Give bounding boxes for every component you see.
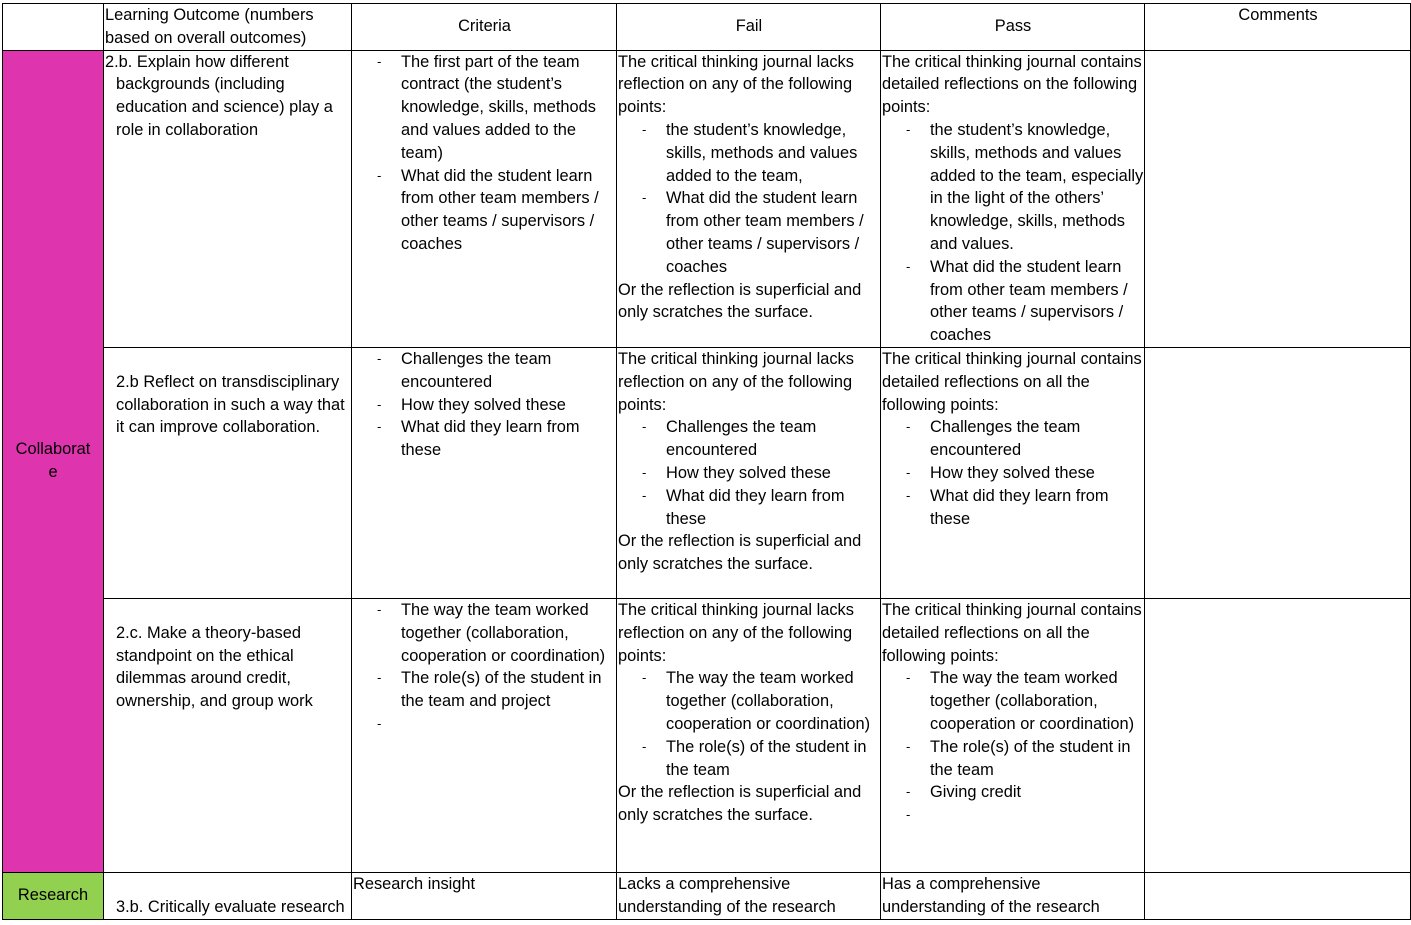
list-item: - The role(s) of the student in the team <box>882 736 1144 782</box>
learning-outcome-text: 2.c. Make a theory-based standpoint on the ethical dilemmas around credit, ownership, and group work <box>116 623 313 711</box>
list-item: - the student’s knowledge, skills, methods and values added to the team, especially in the light of the others’ knowledge, skills, methods and values. <box>882 119 1144 256</box>
fail-cell <box>617 347 881 598</box>
fail-intro: The critical thinking journal lacks reflection on any of the following points: <box>618 600 854 665</box>
list-item: - What did they learn from these <box>882 485 1144 531</box>
pass-list <box>882 416 1144 530</box>
table-row <box>3 872 1411 919</box>
criteria-cell <box>352 50 617 347</box>
table-row <box>3 50 1411 347</box>
list-item: - The way the team worked together (collaboration, cooperation or coordination) <box>353 599 616 667</box>
category-label: Collaborate <box>15 440 91 482</box>
fail-cell <box>617 598 881 872</box>
table-row <box>3 347 1411 598</box>
fail-list <box>618 667 880 781</box>
header-learning-outcome: Learning Outcome (numbers based on overall outcomes) <box>104 4 352 51</box>
pass-intro: The critical thinking journal contains detailed reflections on all the following points: <box>882 600 1142 665</box>
list-item: - Challenges the team encountered <box>618 416 880 462</box>
fail-outro: Or the reflection is superficial and only scratches the surface. <box>618 532 862 574</box>
criteria-list <box>353 348 616 462</box>
fail-cell: Lacks a comprehensive understanding of the research <box>617 872 881 919</box>
fail-cell <box>617 50 881 347</box>
list-item: - The role(s) of the student in the team and project <box>353 667 616 713</box>
list-item: - What did the student learn from other team members / other teams / supervisors / coaches <box>882 256 1144 347</box>
pass-cell: Has a comprehensive understanding of the research <box>881 872 1145 919</box>
fail-intro: The critical thinking journal lacks reflection on any of the following points: <box>618 349 854 414</box>
header-criteria: Criteria <box>352 4 617 51</box>
list-item: - What did the student learn from other team members / other teams / supervisors / coaches <box>618 187 880 278</box>
pass-intro: The critical thinking journal contains detailed reflections on the following points: <box>882 52 1142 117</box>
pass-cell <box>881 50 1145 347</box>
pass-cell <box>881 598 1145 872</box>
list-item: - Challenges the team encountered <box>353 348 616 394</box>
criteria-cell <box>352 347 617 598</box>
list-item <box>353 713 616 736</box>
list-item: - What did they learn from these <box>353 416 616 462</box>
list-item: - Giving credit <box>882 781 1144 804</box>
learning-outcome-cell <box>104 347 352 598</box>
fail-list <box>618 119 880 279</box>
table-row <box>3 598 1411 872</box>
learning-outcome-cell <box>104 598 352 872</box>
criteria-list <box>353 599 616 736</box>
criteria-cell <box>352 598 617 872</box>
list-item: - What did they learn from these <box>618 485 880 531</box>
fail-list <box>618 416 880 530</box>
list-item: - The first part of the team contract (the student’s knowledge, skills, methods and values added to the team) <box>353 51 616 165</box>
pass-list <box>882 119 1144 347</box>
fail-intro: The critical thinking journal lacks reflection on any of the following points: <box>618 52 854 117</box>
header-fail: Fail <box>617 4 881 51</box>
comments-cell[interactable] <box>1145 347 1411 598</box>
comments-cell[interactable] <box>1145 50 1411 347</box>
list-item: - The way the team worked together (collaboration, cooperation or coordination) <box>618 667 880 735</box>
list-item: - How they solved these <box>882 462 1144 485</box>
learning-outcome-text: 3.b. Critically evaluate research <box>116 897 345 916</box>
comments-cell[interactable] <box>1145 598 1411 872</box>
list-item: - How they solved these <box>353 394 616 417</box>
list-item: - The role(s) of the student in the team <box>618 736 880 782</box>
assessment-rubric-table <box>2 3 1411 920</box>
pass-intro: The critical thinking journal contains detailed reflections on all the following points: <box>882 349 1142 414</box>
criteria-cell: Research insight <box>352 872 617 919</box>
pass-list <box>882 667 1144 827</box>
list-item <box>882 804 1144 827</box>
comments-cell[interactable] <box>1145 872 1411 919</box>
category-research: Research <box>3 872 104 919</box>
pass-cell <box>881 347 1145 598</box>
list-item: - The way the team worked together (collaboration, cooperation or coordination) <box>882 667 1144 735</box>
list-item: - What did the student learn from other team members / other teams / supervisors / coaches <box>353 165 616 256</box>
list-item: - How they solved these <box>618 462 880 485</box>
learning-outcome-cell: 2.b. Explain how different backgrounds (including education and science) play a role in collaboration <box>104 50 352 347</box>
list-item: - Challenges the team encountered <box>882 416 1144 462</box>
learning-outcome-cell <box>104 872 352 919</box>
fail-outro: Or the reflection is superficial and only scratches the surface. <box>618 783 862 825</box>
header-category-cell <box>3 4 104 51</box>
header-comments: Comments <box>1145 4 1411 51</box>
learning-outcome-text: 2.b Reflect on transdisciplinary collaboration in such a way that it can improve collaboration. <box>116 372 345 437</box>
category-collaborate <box>3 50 104 872</box>
criteria-list <box>353 51 616 256</box>
fail-outro: Or the reflection is superficial and only scratches the surface. <box>618 280 862 322</box>
header-pass: Pass <box>881 4 1145 51</box>
header-row <box>3 4 1411 51</box>
list-item: - the student’s knowledge, skills, methods and values added to the team, <box>618 119 880 187</box>
